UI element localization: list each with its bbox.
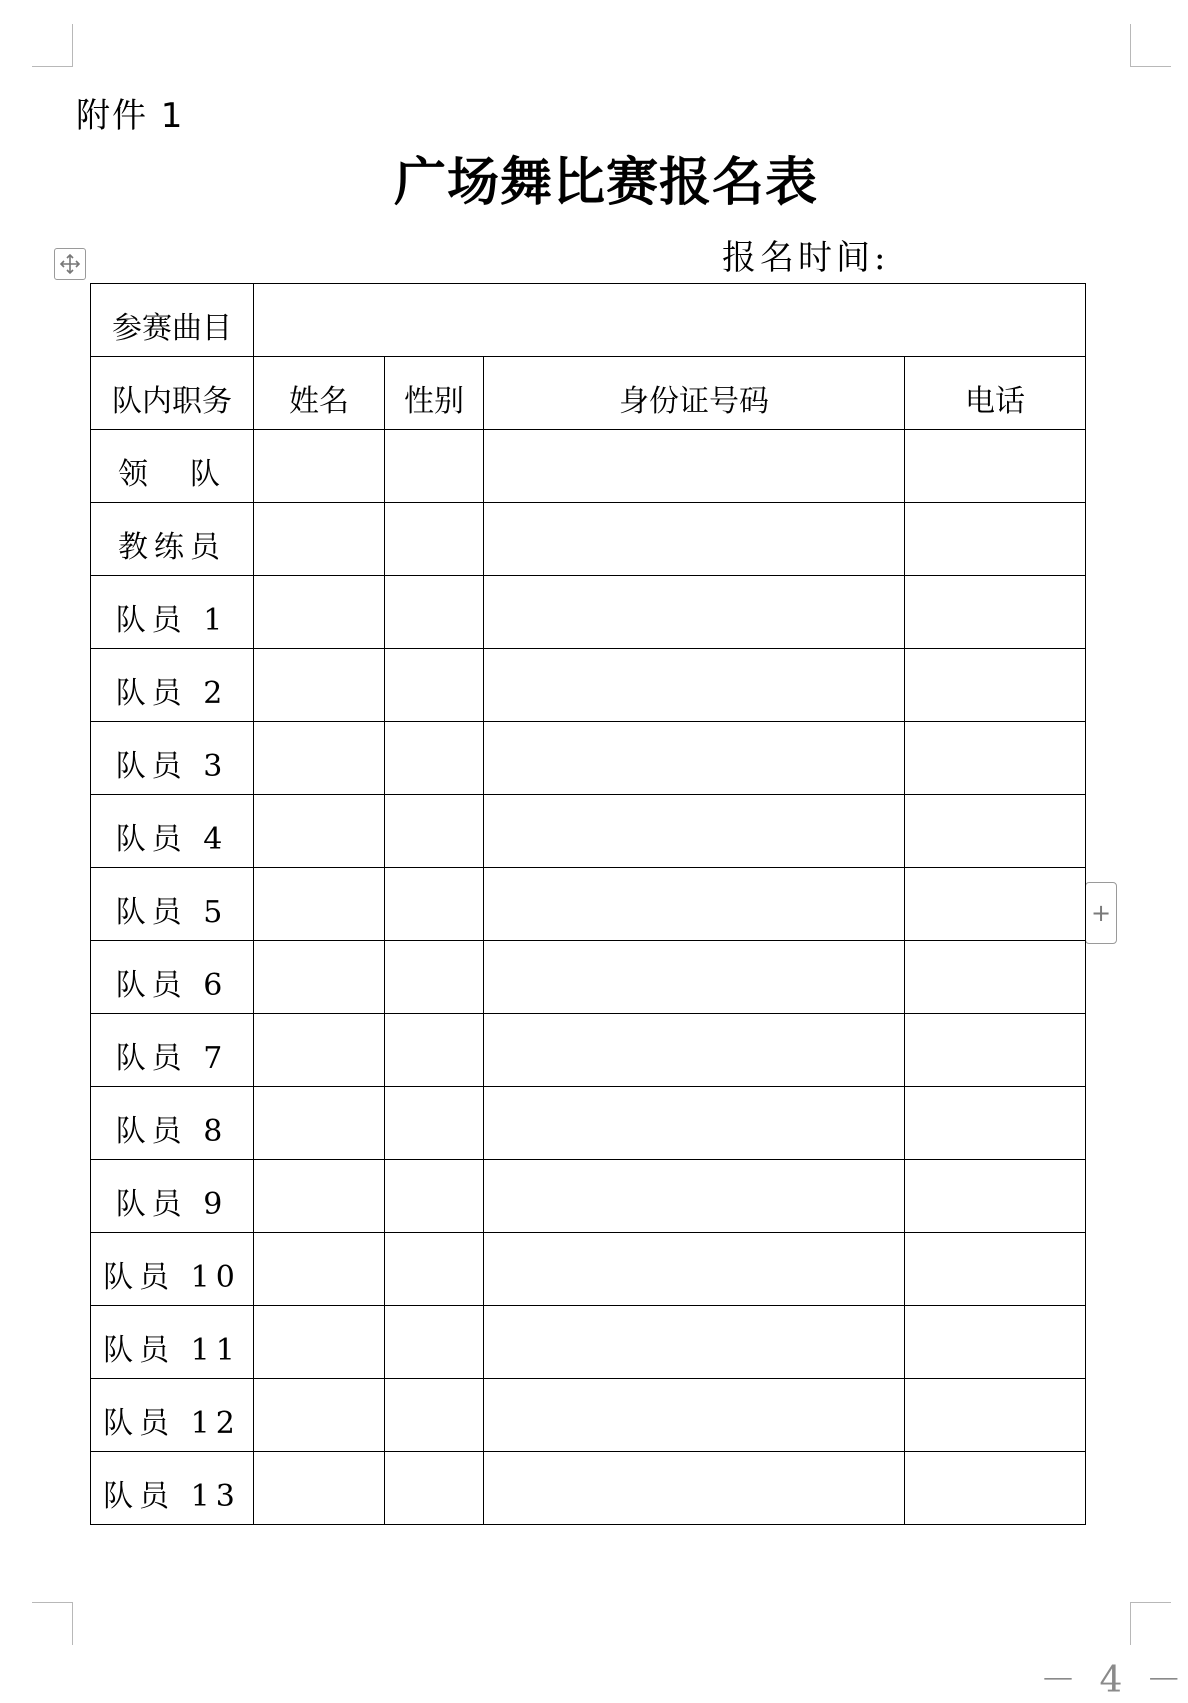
gender-cell[interactable] [385,722,484,795]
table-row [91,941,1086,1014]
attachment-label: 附件 1 [76,96,185,136]
row-role-label: 队员 9 [91,1160,254,1233]
phone-cell[interactable] [905,430,1086,503]
name-cell[interactable] [254,1014,385,1087]
gender-cell[interactable] [385,430,484,503]
phone-cell[interactable] [905,1306,1086,1379]
phone-cell[interactable] [905,868,1086,941]
id-number-cell[interactable] [484,1306,905,1379]
table-row [91,649,1086,722]
id-number-cell[interactable] [484,868,905,941]
row-role-label: 领 队 [91,430,254,503]
row-role-label: 队员 5 [91,868,254,941]
name-cell[interactable] [254,1452,385,1525]
table-row [91,1087,1086,1160]
phone-cell[interactable] [905,649,1086,722]
phone-cell[interactable] [905,1087,1086,1160]
phone-cell[interactable] [905,1452,1086,1525]
header-gender: 性别 [385,357,484,430]
gender-cell[interactable] [385,1087,484,1160]
phone-cell[interactable] [905,1233,1086,1306]
gender-cell[interactable] [385,1452,484,1525]
header-name: 姓名 [254,357,385,430]
table-row [91,868,1086,941]
id-number-cell[interactable] [484,1233,905,1306]
header-row [91,357,1086,430]
gender-cell[interactable] [385,1233,484,1306]
row-role-label: 教练员 [91,503,254,576]
table-row [91,1233,1086,1306]
gender-cell[interactable] [385,941,484,1014]
id-number-cell[interactable] [484,576,905,649]
plus-icon: + [1090,899,1112,927]
row-role-label: 队员 13 [91,1452,254,1525]
table-move-handle[interactable] [54,248,86,280]
id-number-cell[interactable] [484,795,905,868]
gender-cell[interactable] [385,576,484,649]
name-cell[interactable] [254,1160,385,1233]
gender-cell[interactable] [385,795,484,868]
add-row-button[interactable] [1085,882,1117,944]
id-number-cell[interactable] [484,941,905,1014]
header-id-number: 身份证号码 [484,357,905,430]
gender-cell[interactable] [385,1160,484,1233]
row-role-label: 队员 7 [91,1014,254,1087]
id-number-cell[interactable] [484,1379,905,1452]
crop-mark-bottom-right [1130,1602,1171,1645]
gender-cell[interactable] [385,1306,484,1379]
id-number-cell[interactable] [484,649,905,722]
name-cell[interactable] [254,503,385,576]
song-value-cell[interactable] [254,284,1086,357]
table-row [91,1379,1086,1452]
table-row [91,1306,1086,1379]
phone-cell[interactable] [905,722,1086,795]
phone-cell[interactable] [905,1379,1086,1452]
phone-cell[interactable] [905,941,1086,1014]
id-number-cell[interactable] [484,503,905,576]
id-number-cell[interactable] [484,1014,905,1087]
gender-cell[interactable] [385,649,484,722]
id-number-cell[interactable] [484,722,905,795]
name-cell[interactable] [254,576,385,649]
name-cell[interactable] [254,722,385,795]
song-row [91,284,1086,357]
table-row [91,430,1086,503]
name-cell[interactable] [254,649,385,722]
table-row [91,1014,1086,1087]
name-cell[interactable] [254,795,385,868]
crop-mark-top-right [1130,24,1171,67]
name-cell[interactable] [254,1087,385,1160]
phone-cell[interactable] [905,576,1086,649]
phone-cell[interactable] [905,1160,1086,1233]
row-role-label: 队员 2 [91,649,254,722]
row-role-label: 队员 12 [91,1379,254,1452]
table-row [91,1160,1086,1233]
table-row [91,722,1086,795]
registration-table [90,283,1086,1525]
row-role-label: 队员 6 [91,941,254,1014]
name-cell[interactable] [254,430,385,503]
name-cell[interactable] [254,868,385,941]
table-row [91,1452,1086,1525]
phone-cell[interactable] [905,795,1086,868]
page-title: 广场舞比赛报名表 [393,152,818,213]
gender-cell[interactable] [385,868,484,941]
header-role: 队内职务 [91,357,254,430]
phone-cell[interactable] [905,503,1086,576]
name-cell[interactable] [254,1379,385,1452]
name-cell[interactable] [254,941,385,1014]
table-row [91,795,1086,868]
name-cell[interactable] [254,1233,385,1306]
row-role-label: 队员 4 [91,795,254,868]
crop-mark-bottom-left [32,1602,73,1645]
song-label: 参赛曲目 [112,311,232,346]
registration-time-label: 报名时间: [722,238,890,278]
phone-cell[interactable] [905,1014,1086,1087]
gender-cell[interactable] [385,1014,484,1087]
song-label-cell [91,284,254,357]
move-arrows-icon [58,252,82,276]
id-number-cell[interactable] [484,1160,905,1233]
name-cell[interactable] [254,1306,385,1379]
row-role-label: 队员 3 [91,722,254,795]
row-role-label: 队员 11 [91,1306,254,1379]
id-number-cell[interactable] [484,1452,905,1525]
page-number: － 4 － [1040,1660,1188,1701]
gender-cell[interactable] [385,503,484,576]
header-phone: 电话 [905,357,1086,430]
row-role-label: 队员 1 [91,576,254,649]
row-role-label: 队员 10 [91,1233,254,1306]
table-row [91,503,1086,576]
table-row [91,576,1086,649]
id-number-cell[interactable] [484,430,905,503]
row-role-label: 队员 8 [91,1087,254,1160]
id-number-cell[interactable] [484,1087,905,1160]
gender-cell[interactable] [385,1379,484,1452]
crop-mark-top-left [32,24,73,67]
